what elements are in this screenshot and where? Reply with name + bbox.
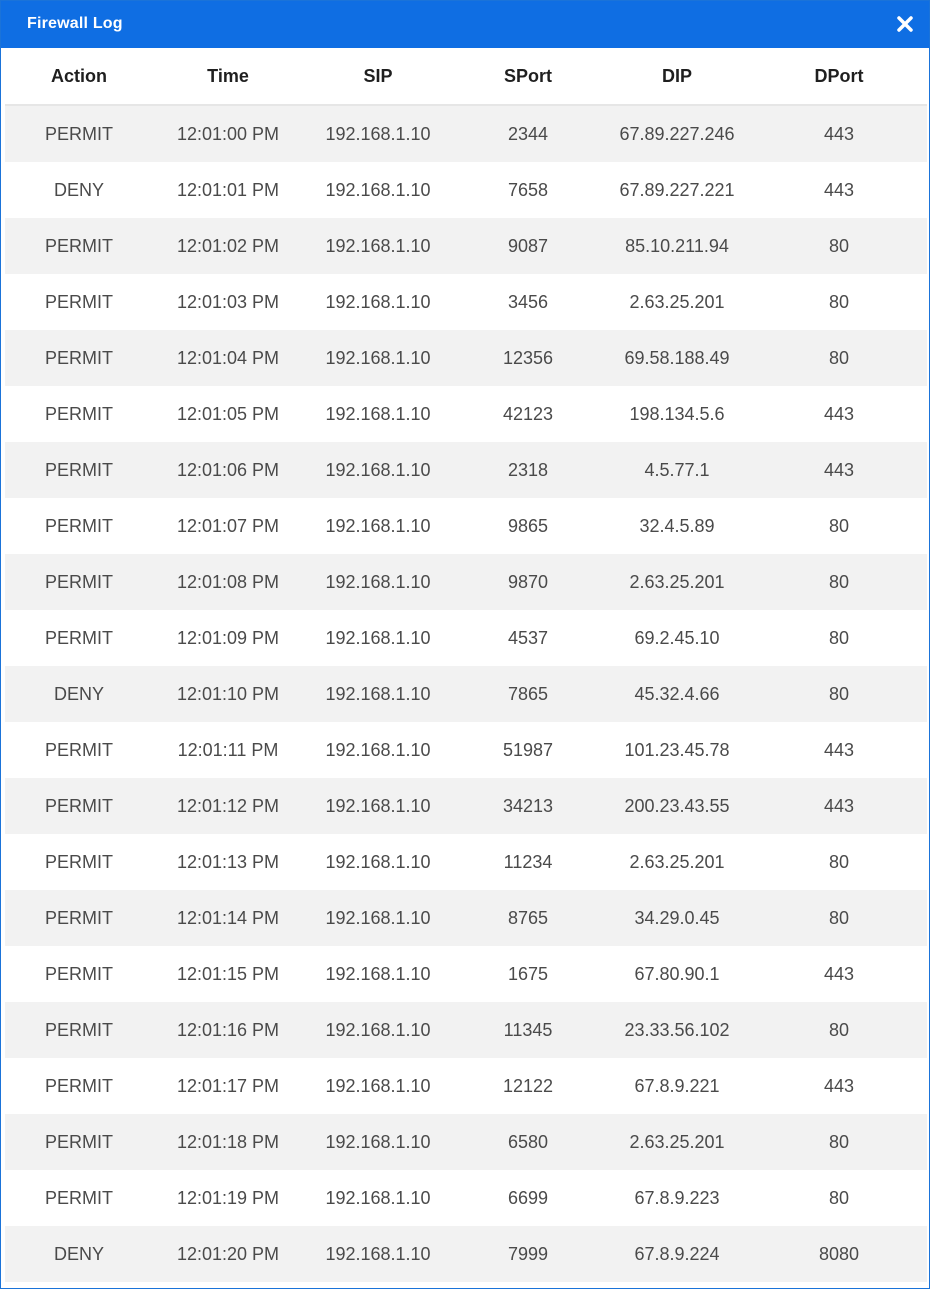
cell-sport: 42123 — [453, 386, 603, 442]
table-row[interactable] — [5, 498, 927, 554]
cell-action: PERMIT — [5, 890, 153, 946]
cell-dport: 80 — [751, 1170, 927, 1226]
cell-sip: 192.168.1.10 — [303, 330, 453, 386]
cell-sport: 34213 — [453, 778, 603, 834]
cell-dip: 69.2.45.10 — [603, 610, 751, 666]
cell-time: 12:01:12 PM — [153, 778, 303, 834]
table-row[interactable] — [5, 1170, 927, 1226]
cell-action: PERMIT — [5, 105, 153, 162]
cell-sip: 192.168.1.10 — [303, 946, 453, 1002]
table-row[interactable] — [5, 722, 927, 778]
cell-dport: 80 — [751, 1114, 927, 1170]
cell-dip: 67.8.9.224 — [603, 1226, 751, 1282]
cell-action: PERMIT — [5, 722, 153, 778]
column-header-time[interactable]: Time — [153, 48, 303, 105]
cell-sip: 192.168.1.10 — [303, 274, 453, 330]
cell-dport: 443 — [751, 442, 927, 498]
cell-dport: 80 — [751, 1002, 927, 1058]
cell-time: 12:01:08 PM — [153, 554, 303, 610]
cell-dport: 443 — [751, 722, 927, 778]
cell-sport: 2344 — [453, 105, 603, 162]
cell-sip: 192.168.1.10 — [303, 1170, 453, 1226]
cell-sip: 192.168.1.10 — [303, 1226, 453, 1282]
cell-sip: 192.168.1.10 — [303, 890, 453, 946]
cell-dip: 200.23.43.55 — [603, 778, 751, 834]
cell-sport: 12356 — [453, 330, 603, 386]
cell-dport: 80 — [751, 666, 927, 722]
cell-dip: 198.134.5.6 — [603, 386, 751, 442]
cell-time: 12:01:06 PM — [153, 442, 303, 498]
cell-time: 12:01:05 PM — [153, 386, 303, 442]
cell-sip: 192.168.1.10 — [303, 778, 453, 834]
cell-time: 12:01:18 PM — [153, 1114, 303, 1170]
cell-action: PERMIT — [5, 554, 153, 610]
cell-sip: 192.168.1.10 — [303, 834, 453, 890]
cell-sip: 192.168.1.10 — [303, 442, 453, 498]
cell-dip: 2.63.25.201 — [603, 274, 751, 330]
cell-sport: 1675 — [453, 946, 603, 1002]
cell-sport: 51987 — [453, 722, 603, 778]
cell-sip: 192.168.1.10 — [303, 162, 453, 218]
table-row[interactable] — [5, 105, 927, 162]
cell-sport: 9087 — [453, 218, 603, 274]
table-row[interactable] — [5, 554, 927, 610]
cell-time: 12:01:00 PM — [153, 105, 303, 162]
cell-sip: 192.168.1.10 — [303, 666, 453, 722]
window-title: Firewall Log — [27, 15, 123, 32]
cell-dport: 443 — [751, 1058, 927, 1114]
cell-dip: 67.89.227.246 — [603, 105, 751, 162]
cell-time: 12:01:11 PM — [153, 722, 303, 778]
cell-action: DENY — [5, 666, 153, 722]
cell-dip: 85.10.211.94 — [603, 218, 751, 274]
cell-sip: 192.168.1.10 — [303, 1114, 453, 1170]
cell-action: PERMIT — [5, 610, 153, 666]
cell-dip: 69.58.188.49 — [603, 330, 751, 386]
cell-dport: 80 — [751, 890, 927, 946]
cell-time: 12:01:16 PM — [153, 1002, 303, 1058]
cell-sport: 3456 — [453, 274, 603, 330]
cell-dport: 443 — [751, 386, 927, 442]
cell-dip: 101.23.45.78 — [603, 722, 751, 778]
cell-action: PERMIT — [5, 946, 153, 1002]
cell-action: PERMIT — [5, 1114, 153, 1170]
cell-dip: 45.32.4.66 — [603, 666, 751, 722]
cell-sip: 192.168.1.10 — [303, 554, 453, 610]
table-row[interactable] — [5, 610, 927, 666]
table-row[interactable] — [5, 666, 927, 722]
cell-sip: 192.168.1.10 — [303, 386, 453, 442]
table-row[interactable] — [5, 274, 927, 330]
cell-dip: 2.63.25.201 — [603, 554, 751, 610]
cell-dip: 67.80.90.1 — [603, 946, 751, 1002]
cell-time: 12:01:03 PM — [153, 274, 303, 330]
cell-sport: 7658 — [453, 162, 603, 218]
table-row[interactable] — [5, 386, 927, 442]
cell-sport: 6580 — [453, 1114, 603, 1170]
cell-time: 12:01:17 PM — [153, 1058, 303, 1114]
cell-dip: 4.5.77.1 — [603, 442, 751, 498]
cell-dip: 23.33.56.102 — [603, 1002, 751, 1058]
cell-action: DENY — [5, 162, 153, 218]
table-row[interactable] — [5, 834, 927, 890]
cell-time: 12:01:10 PM — [153, 666, 303, 722]
cell-sip: 192.168.1.10 — [303, 1002, 453, 1058]
cell-sport: 7865 — [453, 666, 603, 722]
cell-dport: 80 — [751, 610, 927, 666]
cell-action: PERMIT — [5, 274, 153, 330]
table-row[interactable] — [5, 442, 927, 498]
cell-sport: 9870 — [453, 554, 603, 610]
cell-sip: 192.168.1.10 — [303, 610, 453, 666]
table-row[interactable] — [5, 218, 927, 274]
cell-sport: 4537 — [453, 610, 603, 666]
column-header-action[interactable]: Action — [5, 48, 153, 105]
table-row[interactable] — [5, 1002, 927, 1058]
cell-sport: 7999 — [453, 1226, 603, 1282]
table-row[interactable] — [5, 1058, 927, 1114]
cell-time: 12:01:13 PM — [153, 834, 303, 890]
close-icon — [895, 14, 915, 34]
column-header-sip[interactable]: SIP — [303, 48, 453, 105]
cell-time: 12:01:02 PM — [153, 218, 303, 274]
column-header-dport[interactable]: DPort — [751, 48, 927, 105]
cell-dport: 443 — [751, 778, 927, 834]
cell-action: PERMIT — [5, 778, 153, 834]
cell-sport: 11234 — [453, 834, 603, 890]
cell-sip: 192.168.1.10 — [303, 1058, 453, 1114]
cell-dip: 67.8.9.223 — [603, 1170, 751, 1226]
cell-time: 12:01:04 PM — [153, 330, 303, 386]
cell-sport: 8765 — [453, 890, 603, 946]
cell-dport: 443 — [751, 105, 927, 162]
close-button[interactable] — [895, 14, 915, 34]
cell-dip: 32.4.5.89 — [603, 498, 751, 554]
cell-dip: 67.89.227.221 — [603, 162, 751, 218]
cell-dport: 80 — [751, 834, 927, 890]
column-header-sport[interactable]: SPort — [453, 48, 603, 105]
cell-sip: 192.168.1.10 — [303, 498, 453, 554]
cell-time: 12:01:09 PM — [153, 610, 303, 666]
cell-dport: 80 — [751, 554, 927, 610]
log-table-container — [5, 48, 927, 1282]
table-row[interactable] — [5, 890, 927, 946]
cell-sport: 11345 — [453, 1002, 603, 1058]
cell-time: 12:01:14 PM — [153, 890, 303, 946]
cell-sport: 6699 — [453, 1170, 603, 1226]
cell-sport: 2318 — [453, 442, 603, 498]
cell-action: PERMIT — [5, 218, 153, 274]
cell-time: 12:01:20 PM — [153, 1226, 303, 1282]
table-row[interactable] — [5, 946, 927, 1002]
cell-dport: 80 — [751, 218, 927, 274]
cell-action: PERMIT — [5, 386, 153, 442]
table-row[interactable] — [5, 1114, 927, 1170]
cell-action: PERMIT — [5, 498, 153, 554]
cell-dip: 34.29.0.45 — [603, 890, 751, 946]
cell-dport: 80 — [751, 498, 927, 554]
table-row[interactable] — [5, 778, 927, 834]
cell-dport: 80 — [751, 274, 927, 330]
cell-dport: 443 — [751, 946, 927, 1002]
cell-time: 12:01:19 PM — [153, 1170, 303, 1226]
table-row[interactable] — [5, 330, 927, 386]
cell-sip: 192.168.1.10 — [303, 105, 453, 162]
title-bar — [1, 1, 929, 48]
cell-dport: 443 — [751, 162, 927, 218]
cell-action: PERMIT — [5, 834, 153, 890]
cell-dip: 2.63.25.201 — [603, 1114, 751, 1170]
table-header-row — [5, 48, 927, 105]
cell-action: PERMIT — [5, 1170, 153, 1226]
table-row[interactable] — [5, 1226, 927, 1282]
table-body — [5, 105, 927, 1282]
cell-action: PERMIT — [5, 1058, 153, 1114]
column-header-dip[interactable]: DIP — [603, 48, 751, 105]
cell-action: PERMIT — [5, 330, 153, 386]
cell-sip: 192.168.1.10 — [303, 218, 453, 274]
table-row[interactable] — [5, 162, 927, 218]
cell-action: DENY — [5, 1226, 153, 1282]
cell-dip: 67.8.9.221 — [603, 1058, 751, 1114]
cell-dport: 8080 — [751, 1226, 927, 1282]
cell-time: 12:01:01 PM — [153, 162, 303, 218]
cell-dport: 80 — [751, 330, 927, 386]
cell-sip: 192.168.1.10 — [303, 722, 453, 778]
cell-time: 12:01:15 PM — [153, 946, 303, 1002]
cell-sport: 12122 — [453, 1058, 603, 1114]
cell-time: 12:01:07 PM — [153, 498, 303, 554]
cell-dip: 2.63.25.201 — [603, 834, 751, 890]
firewall-log-table — [5, 48, 927, 1282]
cell-action: PERMIT — [5, 1002, 153, 1058]
cell-action: PERMIT — [5, 442, 153, 498]
cell-sport: 9865 — [453, 498, 603, 554]
